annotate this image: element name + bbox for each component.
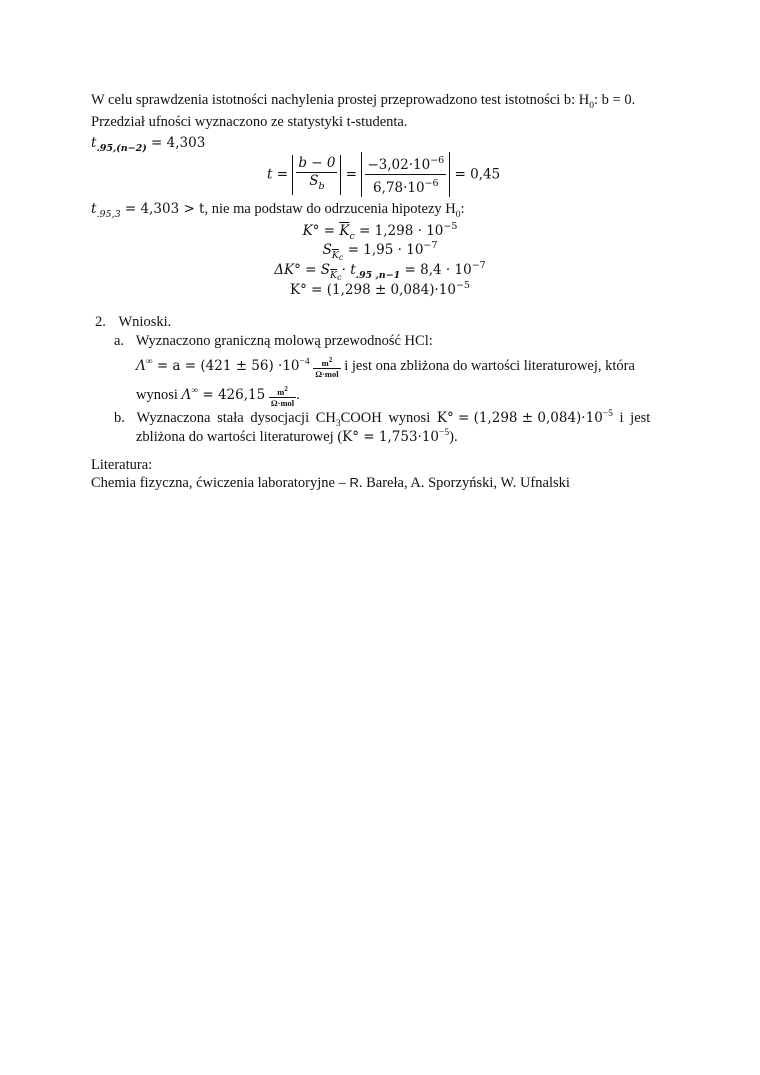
unit-numerator: m	[321, 357, 329, 368]
text: Chemia fizyczna, ćwiczenia laboratoryjne –	[91, 475, 350, 491]
subscript: .95,(n−2)	[96, 143, 147, 154]
math-var: S	[322, 242, 332, 258]
subsubscript: c	[337, 273, 342, 282]
math-text: = a = (421 ± 56) ·10	[152, 358, 300, 374]
unit-denominator: Ω·mol	[270, 397, 295, 408]
literature-heading: Literatura:	[91, 457, 153, 473]
abs-value-2	[361, 152, 450, 197]
text: , nie ma podstaw do odrzucenia hipotezy H	[204, 201, 456, 217]
paragraph-line-1	[91, 91, 635, 115]
math-text: · t	[341, 262, 356, 278]
subscript: K	[330, 270, 338, 281]
exponent: −7	[423, 240, 438, 251]
subscript: b	[318, 180, 325, 192]
math-var: Λ	[136, 358, 146, 374]
text: R	[349, 475, 359, 490]
text: wynosi	[136, 387, 182, 403]
item-b-line-2	[136, 424, 458, 446]
exponent: −7	[471, 260, 486, 271]
equals: =	[319, 223, 340, 239]
exponent: −5	[443, 221, 458, 232]
item-a-line-2	[136, 348, 671, 380]
literature-reference	[91, 474, 570, 492]
math-var: t	[91, 135, 97, 151]
unit-denominator: Ω·mol	[315, 368, 339, 379]
exponent: −6	[430, 155, 445, 166]
equation-t-critical	[91, 134, 205, 158]
math-text: = 8,4 · 10	[400, 262, 472, 278]
exponent: −5	[455, 280, 470, 291]
unit-fraction	[313, 355, 340, 379]
result: = 0,45	[454, 166, 501, 183]
math-text: = 1,298 · 10	[354, 223, 444, 239]
fraction-1	[296, 155, 337, 195]
exponent: −4	[299, 357, 310, 367]
text: ).	[449, 429, 458, 445]
math-text: = 4,303	[146, 135, 206, 151]
subscript: 0	[455, 210, 461, 220]
item-label: b.	[114, 410, 125, 426]
exponent: 2	[328, 355, 333, 364]
subscript: .95,3	[96, 209, 121, 220]
equation-K-final	[0, 277, 760, 299]
math-text: K° = 1,753·10	[342, 429, 440, 445]
subscript: K	[331, 250, 339, 261]
fraction-numerator: −3,02·10	[367, 157, 431, 173]
exponent: −6	[424, 178, 439, 189]
abs-value-1	[292, 155, 341, 195]
math-var: t	[91, 201, 97, 217]
math-text: ΔK° = S	[274, 262, 331, 278]
text: .	[296, 387, 300, 403]
subscript: .95 ,n−1	[355, 270, 401, 281]
math-var: $\overline{K}$	[339, 223, 350, 239]
exponent: 2	[284, 384, 288, 393]
math-text: = 1,95 · 10	[343, 242, 424, 258]
math-var: S	[309, 172, 319, 189]
math-text: K° = (1,298 ± 0,084)·10	[290, 282, 456, 298]
exponent: −5	[602, 409, 613, 419]
text: :	[460, 201, 465, 217]
text: : b = 0.	[593, 92, 636, 108]
subscript: c	[349, 231, 355, 242]
text: COOH wynosi	[340, 410, 437, 426]
text: zbliżona do wartości literaturowej (	[136, 429, 343, 445]
text: Wyznaczona stała dysocjacji CH	[136, 410, 336, 426]
section-heading	[95, 313, 171, 331]
paragraph-line-2: Przedział ufności wyznaczono ze statystyki t-studenta.	[91, 114, 408, 130]
math-text: = 4,303 > t	[120, 201, 205, 217]
math-lhs: t =	[267, 166, 289, 183]
equals: =	[345, 166, 358, 183]
section-title: Wnioski.	[118, 314, 172, 330]
fraction-2	[365, 152, 446, 197]
text: i jest	[612, 410, 651, 426]
text: W celu sprawdzenia istotności nachylenia prostej przeprowadzono test istotności b: H	[91, 92, 590, 108]
exponent: −5	[439, 428, 450, 438]
unit-numerator: m	[277, 386, 285, 397]
math-text: K° = (1,298 ± 0,084)·10	[436, 410, 603, 426]
subsubscript: c	[338, 253, 344, 262]
math-text: = 426,15	[198, 387, 266, 403]
fraction-denominator: 6,78·10	[373, 180, 425, 196]
text: i jest ona zbliżona do wartości literaturowej, która	[340, 358, 635, 374]
subscript: 0	[589, 101, 594, 111]
exponent: ∞	[145, 357, 153, 367]
equation-t-statistic	[267, 152, 500, 197]
fraction-numerator: b − 0	[298, 154, 336, 171]
text: Wyznaczono graniczną molową przewodność HCl:	[135, 333, 433, 349]
subscript: 3	[335, 419, 341, 429]
math-var: Λ	[181, 387, 192, 403]
math-var: K°	[302, 223, 320, 239]
text: . Bareła, A. Sporzyński, W. Ufnalski	[358, 475, 570, 491]
item-label: a.	[114, 333, 125, 349]
exponent: ∞	[191, 386, 199, 396]
section-number: 2.	[95, 314, 106, 330]
